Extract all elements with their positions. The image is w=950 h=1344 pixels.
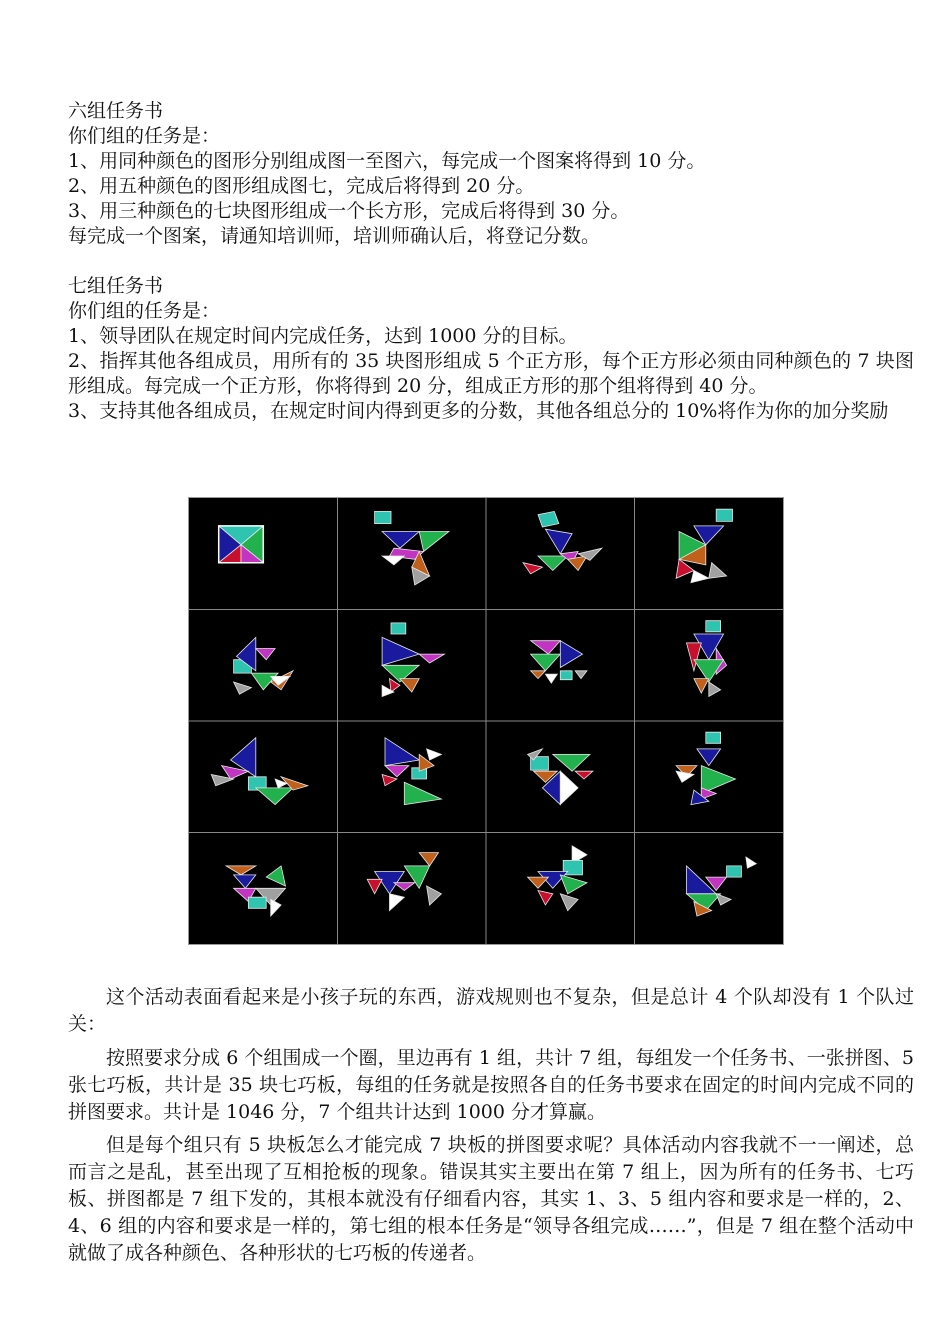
tangram-piece-2-1 bbox=[375, 511, 391, 523]
section-six bbox=[68, 99, 914, 249]
tangram-piece-4-1 bbox=[716, 509, 732, 521]
section-six-item-2: 2、用五种颜色的图形组成图七，完成后将得到 20 分。 bbox=[68, 175, 535, 197]
section-six-title: 六组任务书 bbox=[68, 100, 164, 122]
body-paragraph-3: 但是每个组只有 5 块板怎么才能完成 7 块板的拼图要求呢？具体活动内容我就不一一阐述，总而言之是乱，甚至出现了互相抢板的现象。错误其实主要出在第 7 组上，因为所有的任务书、七巧板、拼图都是 7 组下发的，其根本就没有仔细看内容，其实 1、3、5 组内容和要求是一样的，2、4、6 组的内容和要求是一样的，第七组的根本任务是“领导各组完成……”，但是 7 组在整个活动中就做了成各种颜色、各种形状的七巧板的传递者。 bbox=[68, 1134, 914, 1264]
section-six-item-3: 3、用三种颜色的七块图形组成一个长方形，完成后将得到 30 分。 bbox=[68, 200, 630, 222]
tangram-piece-12-1 bbox=[706, 732, 721, 743]
tangram-cell-1 bbox=[219, 526, 264, 563]
tangram-svg bbox=[189, 498, 783, 944]
section-seven-item-3: 3、支持其他各组成员，在规定时间内得到更多的分数，其他各组总分的 10%将作为你的加分奖励 bbox=[68, 400, 889, 422]
tangram-piece-7-4 bbox=[560, 671, 572, 680]
tangram-piece-16-3 bbox=[727, 866, 742, 877]
tangram-figure-grid bbox=[188, 497, 784, 945]
section-seven-item-1: 1、领导团队在规定时间内完成任务，达到 1000 分的目标。 bbox=[68, 325, 578, 347]
tangram-piece-8-1 bbox=[706, 621, 721, 632]
section-seven-item-2: 2、指挥其他各组成员，用所有的 35 块图形组成 5 个正方形，每个正方形必须由同种颜色的 7 块图形组成。每完成一个正方形，你将得到 20 分，组成正方形的那个组将得到 40 分。 bbox=[68, 350, 914, 397]
section-seven-intro: 你们组的任务是： bbox=[68, 300, 221, 322]
body-paragraph-1: 这个活动表面看起来是小孩子玩的东西，游戏规则也不复杂，但是总计 4 个队却没有 1 个队过关： bbox=[68, 986, 914, 1035]
section-seven bbox=[68, 274, 914, 424]
body-paragraph-2: 按照要求分成 6 个组围成一个圈，里边再有 1 组，共计 7 组，每组发一个任务书、一张拼图、5 张七巧板，共计是 35 块七巧板，每组的任务就是按照各自的任务书要求在固定的时间内完成不同的拼图要求。共计是 1046 分，7 个组共计达到 1000 分才算赢。 bbox=[68, 1047, 914, 1123]
tangram-piece-13-6 bbox=[248, 897, 266, 908]
section-six-note: 每完成一个图案，请通知培训师，培训师确认后，将登记分数。 bbox=[68, 225, 601, 247]
section-seven-title: 七组任务书 bbox=[68, 275, 164, 297]
section-six-item-1: 1、用同种颜色的图形分别组成图一至图六，每完成一个图案将得到 10 分。 bbox=[68, 150, 706, 172]
section-six-intro: 你们组的任务是： bbox=[68, 125, 221, 147]
tangram-piece-6-1 bbox=[391, 623, 406, 634]
